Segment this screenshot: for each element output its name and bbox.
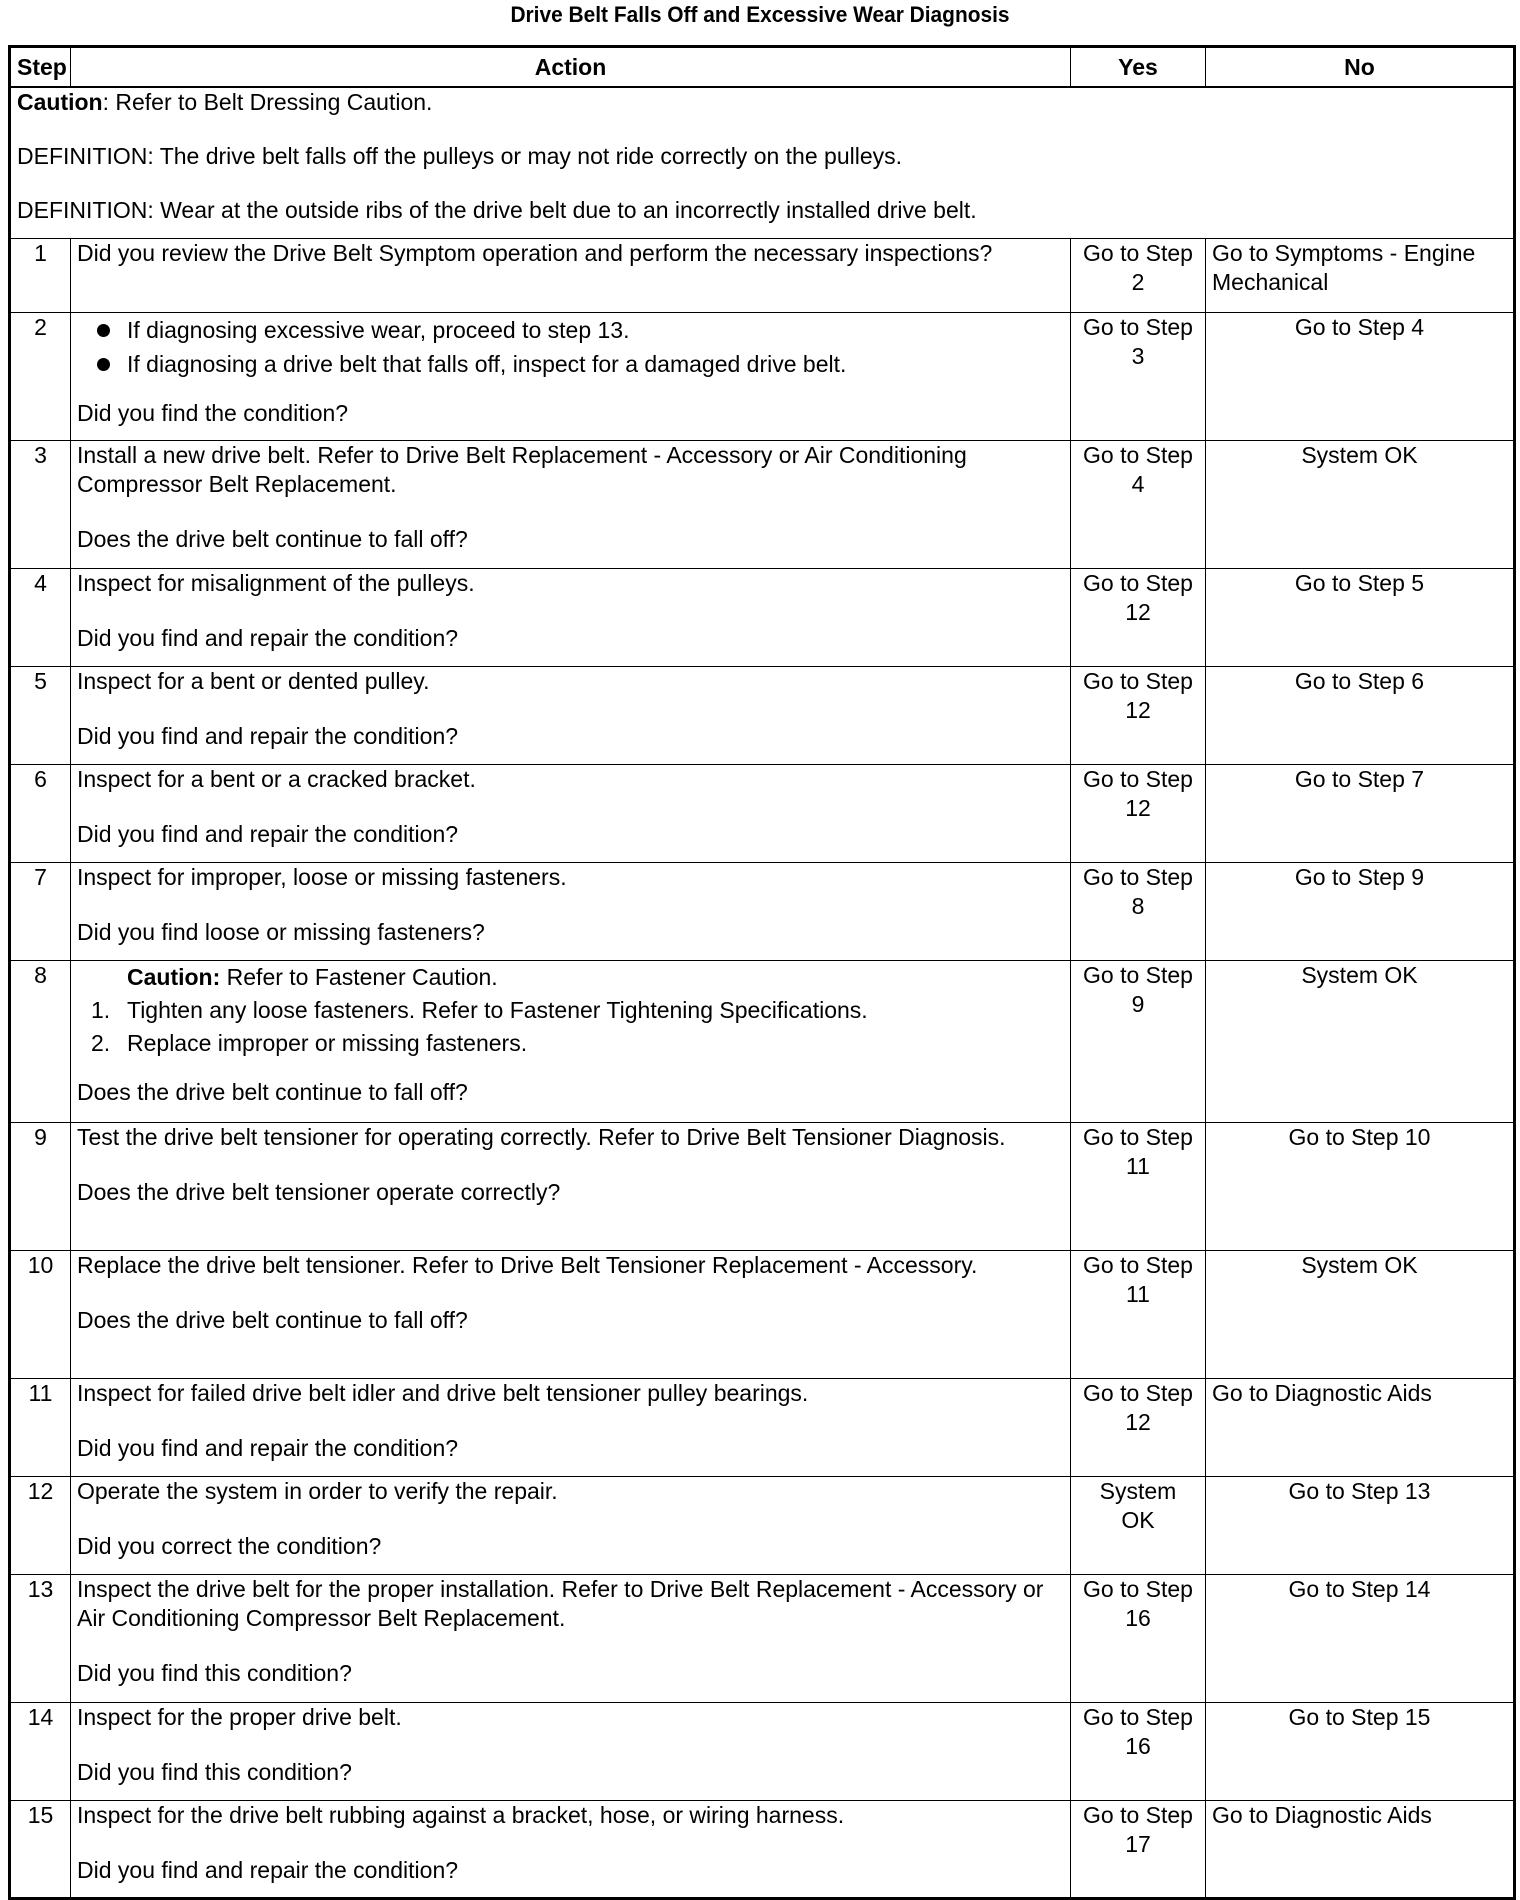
step-number: 1 [10,238,71,312]
step-number: 3 [10,440,71,568]
step-number: 6 [10,764,71,862]
header-yes: Yes [1071,47,1206,88]
list-number: 2. [91,1029,111,1056]
yes-line-2: 12 [1125,1408,1151,1435]
list-item [77,347,1064,381]
action-text [71,1800,1071,1898]
action-text [71,1476,1071,1574]
no-result: System OK [1206,440,1515,568]
action-text [71,764,1071,862]
action-description: Inspect for failed drive belt idler and drive belt tensioner pulley bearings. [77,1379,809,1406]
step-number: 4 [10,568,71,666]
table-row [10,1250,1515,1378]
intro-row [10,87,1515,238]
no-result: Go to Step 9 [1206,862,1515,960]
action-description: Inspect for a bent or dented pulley. [77,667,430,694]
action-description: Inspect for the proper drive belt. [77,1703,402,1730]
action-description: Inspect for a bent or a cracked bracket. [77,765,476,792]
yes-line-1: Go to Step [1083,1801,1193,1828]
yes-result [1071,1122,1206,1250]
table-row [10,568,1515,666]
list-text: Tighten any loose fasteners. Refer to Fastener Tightening Specifications. [127,996,868,1023]
action-question: Did you find and repair the condition? [77,722,459,749]
bullet-icon [97,358,110,371]
caution-label: Caution [17,89,103,115]
yes-line-1: Go to Step [1083,961,1193,988]
list-number: 1. [91,996,111,1023]
action-description: Inspect the drive belt for the proper installation. Refer to Drive Belt Replacement - Accessory or Air Conditioning Compressor Belt Replacement. [77,1575,1044,1631]
action-text [71,1574,1071,1702]
action-description: Install a new drive belt. Refer to Drive Belt Replacement - Accessory or Air Conditioning Compressor Belt Replacement. [77,441,967,497]
action-question: Does the drive belt continue to fall off? [77,1306,468,1333]
table-row [10,1122,1515,1250]
yes-line-1: Go to Step [1083,863,1193,890]
action-text [71,440,1071,568]
table-row [10,862,1515,960]
yes-line-2: 11 [1126,1280,1150,1307]
action-question: Did you correct the condition? [77,1532,382,1559]
bullet-text: If diagnosing excessive wear, proceed to step 13. [127,316,630,343]
action-question: Did you find loose or missing fasteners? [77,918,485,945]
table-row [10,238,1515,312]
table-row [10,666,1515,764]
table-row [10,1476,1515,1574]
list-item [77,1027,1064,1060]
table-row [10,1800,1515,1898]
no-result: Go to Step 10 [1206,1122,1515,1250]
no-result: Go to Step 4 [1206,312,1515,440]
action-question: Does the drive belt tensioner operate correctly? [77,1178,561,1205]
step-number: 12 [10,1476,71,1574]
numbered-list [77,994,1064,1060]
table-row [10,1574,1515,1702]
action-text [71,1702,1071,1800]
no-result: System OK [1206,1250,1515,1378]
action-question: Does the drive belt continue to fall off? [77,1078,468,1105]
yes-line-1: Go to Step [1083,1123,1193,1150]
action-question: Did you find this condition? [77,1758,352,1785]
header-action: Action [71,47,1071,88]
action-question: Does the drive belt continue to fall off? [77,525,468,552]
yes-result [1071,1702,1206,1800]
step-number: 5 [10,666,71,764]
action-description: Inspect for the drive belt rubbing against a bracket, hose, or wiring harness. [77,1801,845,1828]
action-text [71,862,1071,960]
bullet-text: If diagnosing a drive belt that falls off, inspect for a damaged drive belt. [127,350,847,377]
step-number: 11 [10,1378,71,1476]
table-row [10,312,1515,440]
yes-line-2: OK [1121,1506,1155,1533]
yes-line-2: 12 [1125,794,1151,821]
no-result: Go to Step 13 [1206,1476,1515,1574]
yes-line-2: 3 [1131,342,1145,369]
no-result: Go to Step 15 [1206,1702,1515,1800]
caution-text: Refer to Fastener Caution. [220,963,498,990]
definition-1: DEFINITION: The drive belt falls off the pulleys or may not ride correctly on the pulleys. [17,143,903,169]
action-question: Did you find the condition? [77,399,349,426]
no-result: System OK [1206,960,1515,1122]
step-number: 2 [10,312,71,440]
action-text [71,960,1071,1122]
list-item [77,994,1064,1027]
yes-result [1071,568,1206,666]
yes-result [1071,1250,1206,1378]
yes-line-1: Go to Step [1083,667,1193,694]
step-number: 15 [10,1800,71,1898]
header-no: No [1206,47,1515,88]
bullet-icon [97,324,110,337]
yes-result [1071,312,1206,440]
yes-line-1: System [1099,1477,1177,1504]
yes-line-1: Go to Step [1083,441,1193,468]
yes-line-2: 11 [1126,1152,1150,1179]
yes-line-2: 12 [1125,696,1151,723]
step-number: 13 [10,1574,71,1702]
no-result: Go to Step 6 [1206,666,1515,764]
action-question: Did you find and repair the condition? [77,1434,459,1461]
yes-line-2: 4 [1131,470,1145,497]
yes-line-2: 16 [1125,1732,1151,1759]
action-description: Inspect for improper, loose or missing fasteners. [77,863,567,890]
action-text [71,666,1071,764]
diagnosis-table [8,45,1516,1900]
list-item [77,313,1064,347]
yes-line-2: 2 [1131,268,1145,295]
table-row [10,960,1515,1122]
action-text [71,238,1071,312]
yes-result [1071,1800,1206,1898]
step-number: 8 [10,960,71,1122]
caution-text: : Refer to Belt Dressing Caution. [102,89,433,115]
caution-note [17,88,1507,116]
yes-line-2: 8 [1131,892,1145,919]
yes-line-2: 17 [1125,1830,1151,1857]
yes-result [1071,764,1206,862]
header-row [10,47,1515,88]
no-result: Go to Step 5 [1206,568,1515,666]
action-text [71,568,1071,666]
caution-label: Caution: [127,963,221,990]
definition-2: DEFINITION: Wear at the outside ribs of the drive belt due to an incorrectly installed drive belt. [17,197,977,223]
yes-result [1071,1476,1206,1574]
action-question: Did you find and repair the condition? [77,1856,459,1883]
yes-line-1: Go to Step [1083,569,1193,596]
yes-result [1071,666,1206,764]
action-text [71,1378,1071,1476]
yes-line-1: Go to Step [1083,313,1193,340]
action-question: Did you find and repair the condition? [77,624,459,651]
step-number: 14 [10,1702,71,1800]
yes-line-2: 12 [1125,598,1151,625]
table-row [10,764,1515,862]
table-row [10,440,1515,568]
table-row [10,1702,1515,1800]
action-description: Replace the drive belt tensioner. Refer to Drive Belt Tensioner Replacement - Accessory. [77,1251,978,1278]
no-result: Go to Diagnostic Aids [1206,1378,1515,1476]
action-description: Operate the system in order to verify the repair. [77,1477,558,1504]
action-question: Did you find and repair the condition? [77,820,459,847]
yes-result [1071,440,1206,568]
action-description: Test the drive belt tensioner for operating correctly. Refer to Drive Belt Tensioner Diagnosis. [77,1123,1006,1150]
yes-result [1071,1378,1206,1476]
intro-cell [10,87,1515,238]
no-result: Go to Symptoms - Engine Mechanical [1206,238,1515,312]
yes-line-1: Go to Step [1083,1575,1193,1602]
action-description: Did you review the Drive Belt Symptom operation and perform the necessary inspections? [77,239,993,266]
step-number: 10 [10,1250,71,1378]
no-result: Go to Step 7 [1206,764,1515,862]
document-title: Drive Belt Falls Off and Excessive Wear Diagnosis [510,2,1010,27]
action-description: Inspect for misalignment of the pulleys. [77,569,475,596]
action-text [71,1250,1071,1378]
no-result: Go to Step 14 [1206,1574,1515,1702]
step-number: 7 [10,862,71,960]
yes-result [1071,862,1206,960]
yes-line-2: 16 [1125,1604,1151,1631]
action-text [71,1122,1071,1250]
action-question: Did you find this condition? [77,1659,352,1686]
yes-line-1: Go to Step [1083,239,1193,266]
yes-line-1: Go to Step [1083,1703,1193,1730]
bullet-list [77,313,1064,381]
yes-line-1: Go to Step [1083,765,1193,792]
yes-line-1: Go to Step [1083,1379,1193,1406]
table-row [10,1378,1515,1476]
action-text [71,312,1071,440]
list-text: Replace improper or missing fasteners. [127,1029,528,1056]
step-number: 9 [10,1122,71,1250]
yes-line-1: Go to Step [1083,1251,1193,1278]
no-result: Go to Diagnostic Aids [1206,1800,1515,1898]
header-step: Step [10,47,71,88]
yes-result [1071,1574,1206,1702]
yes-line-2: 9 [1131,990,1145,1017]
yes-result [1071,238,1206,312]
caution-note [77,961,1064,994]
yes-result [1071,960,1206,1122]
